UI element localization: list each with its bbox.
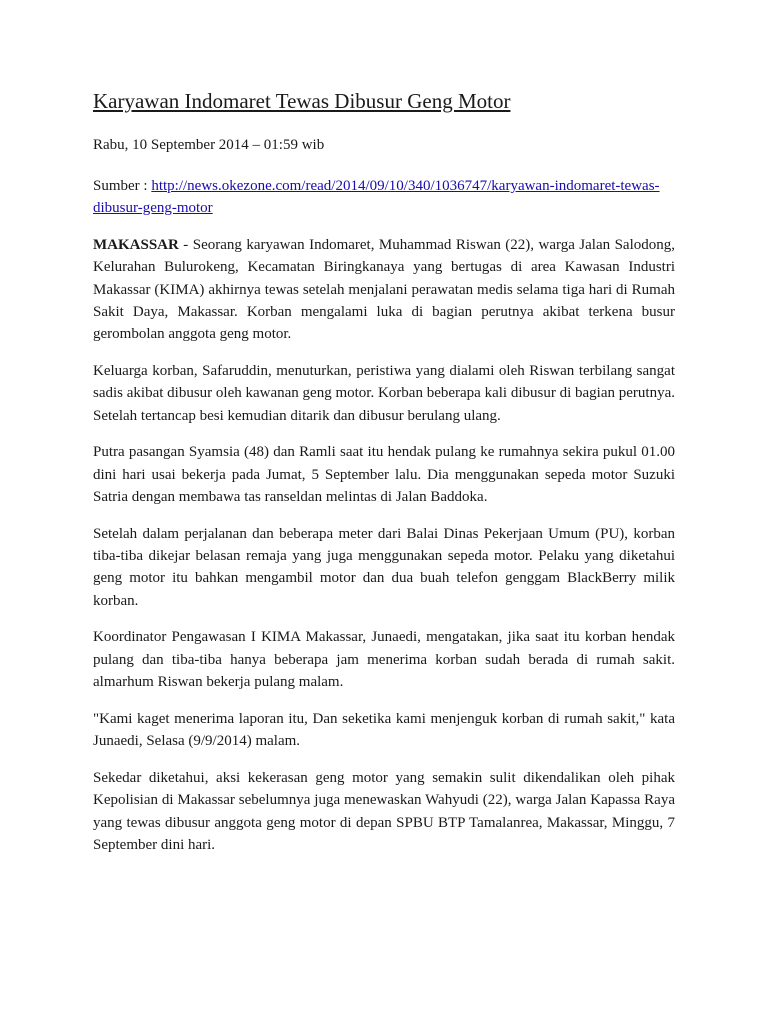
- paragraph-1: [93, 234, 675, 345]
- article-title: Karyawan Indomaret Tewas Dibusur Geng Motor: [93, 89, 511, 113]
- article-source: [93, 175, 675, 219]
- article-body: [93, 234, 675, 871]
- dateline: MAKASSAR: [93, 237, 179, 253]
- paragraph-2: Keluarga korban, Safaruddin, menuturkan, peristiwa yang dialami oleh Riswan terbilang sangat sadis akibat dibusur oleh kawanan geng motor. Korban beberapa kali dibusur di bagian perutnya. Setelah tertancap besi kemudian ditarik dan dibusur berulang ulang.: [93, 362, 675, 424]
- article-date: Rabu, 10 September 2014 – 01:59 wib: [93, 137, 325, 153]
- paragraph-1-text: - Seorang karyawan Indomaret, Muhammad Riswan (22), warga Jalan Salodong, Kelurahan Bulurokeng, Kecamatan Biringkanaya yang bertugas di area Kawasan Industri Makassar (KIMA) akhirnya tewas setelah menjalani perawatan medis selama tiga hari di Rumah Sakit Daya, Makassar. Korban mengalami luka di bagian perutnya akibat terkena busur gerombolan anggota geng motor.: [93, 237, 675, 343]
- source-label: Sumber :: [93, 178, 152, 194]
- source-link[interactable]: http://news.okezone.com/read/2014/09/10/340/1036747/karyawan-indomaret-tewas-dibusur-geng-motor: [93, 178, 660, 216]
- paragraph-5: Koordinator Pengawasan I KIMA Makassar, Junaedi, mengatakan, jika saat itu korban hendak pulang dan tiba-tiba hanya beberapa jam menerima korban sudah berada di rumah sakit. almarhum Riswan bekerja pulang malam.: [93, 629, 675, 691]
- paragraph-3: Putra pasangan Syamsia (48) dan Ramli saat itu hendak pulang ke rumahnya sekira pukul 01.00 dini hari usai bekerja pada Jumat, 5 September lalu. Dia menggunakan sepeda motor Suzuki Satria dengan membawa tas ranseldan melintas di Jalan Baddoka.: [93, 444, 675, 505]
- paragraph-4: Setelah dalam perjalanan dan beberapa meter dari Balai Dinas Pekerjaan Umum (PU), korban tiba-tiba dikejar belasan remaja yang juga menggunakan sepeda motor. Pelaku yang diketahui geng motor itu bahkan mengambil motor dan dua buah telefon genggam BlackBerry milik korban.: [93, 525, 675, 609]
- paragraph-6: "Kami kaget menerima laporan itu, Dan seketika kami menjenguk korban di rumah sakit," kata Junaedi, Selasa (9/9/2014) malam.: [93, 710, 675, 750]
- paragraph-7: Sekedar diketahui, aksi kekerasan geng motor yang semakin sulit dikendalikan oleh pihak Kepolisian di Makassar sebelumnya juga menewaskan Wahyudi (22), warga Jalan Kapassa Raya yang tewas dibusur anggota geng motor di depan SPBU BTP Tamalanrea, Makassar, Minggu, 7 September dini hari.: [93, 769, 675, 853]
